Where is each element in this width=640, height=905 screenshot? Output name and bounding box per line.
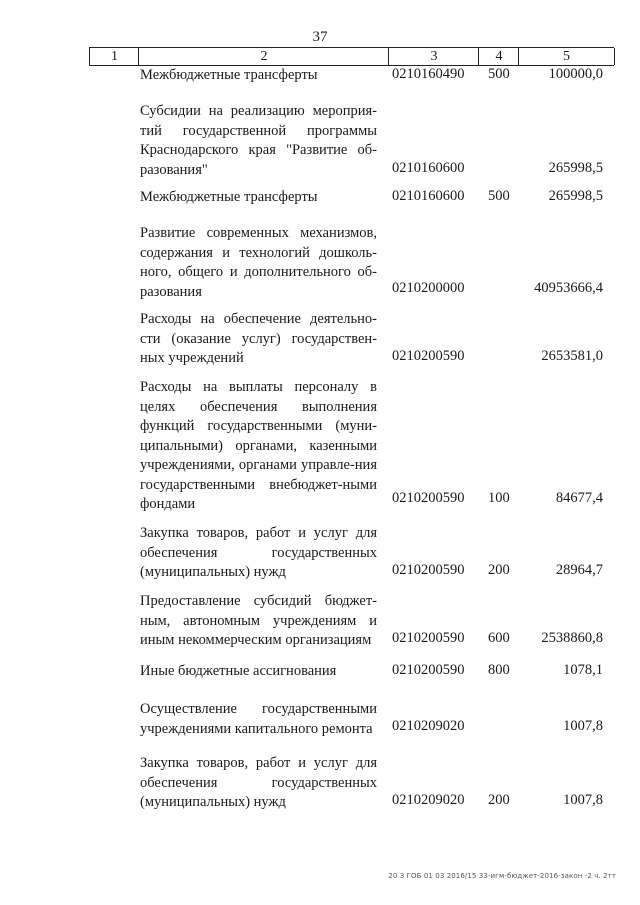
row-code: 0210200590: [392, 662, 465, 678]
row-amount: 84677,4: [555, 490, 603, 506]
row-description: Расходы на обеспечение деятельно-сти (оказание услуг) государствен-ных учреждений: [140, 311, 377, 366]
row-code: 0210200000: [392, 280, 465, 296]
row-code: 0210160600: [392, 160, 465, 176]
row-description: Предоставление субсидий бюджет-ным, автономным учреждениям и иным некоммерческим организациям: [140, 593, 377, 648]
row-type: 200: [488, 792, 510, 808]
row-description: Закупка товаров, работ и услуг для обеспечения государственных (муниципальных) нужд: [140, 525, 377, 580]
row-amount: 28964,7: [555, 562, 603, 578]
row-amount: 1078,1: [563, 662, 603, 678]
row-amount: 265998,5: [548, 188, 603, 204]
row-type: 100: [488, 490, 510, 506]
row-description: Осуществление государственными учреждениями капитального ремонта: [140, 701, 377, 737]
header-col-4: 4: [478, 48, 519, 65]
row-description: Межбюджетные трансферты: [140, 67, 318, 83]
header-col-1: 1: [89, 48, 139, 65]
row-type: 500: [488, 66, 510, 82]
page-number: 37: [312, 29, 328, 45]
row-description: Развитие современных механизмов, содержания и технологий дошколь-ного, общего и дополнительного об-разования: [140, 225, 377, 300]
row-description: Межбюджетные трансферты: [140, 189, 318, 205]
row-description: Закупка товаров, работ и услуг для обеспечения государственных (муниципальных) нужд: [140, 755, 377, 810]
row-code: 0210209020: [392, 792, 465, 808]
row-amount: 40953666,4: [534, 280, 603, 296]
row-amount: 265998,5: [548, 160, 603, 176]
row-description: Субсидии на реализацию мероприя-тий государственной программы Краснодарского края "Развитие об-разования": [140, 103, 377, 178]
row-description: Иные бюджетные ассигнования: [140, 663, 337, 679]
table-header: [89, 47, 614, 66]
row-type: 200: [488, 562, 510, 578]
row-type: 600: [488, 630, 510, 646]
header-col-3: 3: [388, 48, 479, 65]
row-code: 0210160600: [392, 188, 465, 204]
row-description: Расходы на выплаты персоналу в целях обеспечения выполнения функций государственными (муни-ципальными) органами, казенными учреждениями, органами управле-ния государственными внебюджет-ными фондами: [140, 379, 377, 512]
row-code: 0210200590: [392, 348, 465, 364]
row-code: 0210200590: [392, 630, 465, 646]
row-code: 0210200590: [392, 562, 465, 578]
row-type: 800: [488, 662, 510, 678]
row-amount: 100000,0: [548, 66, 603, 82]
row-amount: 1007,8: [563, 718, 603, 734]
row-code: 0210209020: [392, 718, 465, 734]
header-col-2: 2: [138, 48, 389, 65]
row-amount: 1007,8: [563, 792, 603, 808]
row-type: 500: [488, 188, 510, 204]
row-code: 0210160490: [392, 66, 465, 82]
header-col-5: 5: [518, 48, 615, 65]
row-code: 0210200590: [392, 490, 465, 506]
row-amount: 2653581,0: [541, 348, 603, 364]
row-amount: 2538860,8: [541, 630, 603, 646]
document-footer: 20 З ГОБ 01 03 2016/15 33-игм-бюджет-2016-закон -2 ч. 2тт: [388, 872, 616, 880]
